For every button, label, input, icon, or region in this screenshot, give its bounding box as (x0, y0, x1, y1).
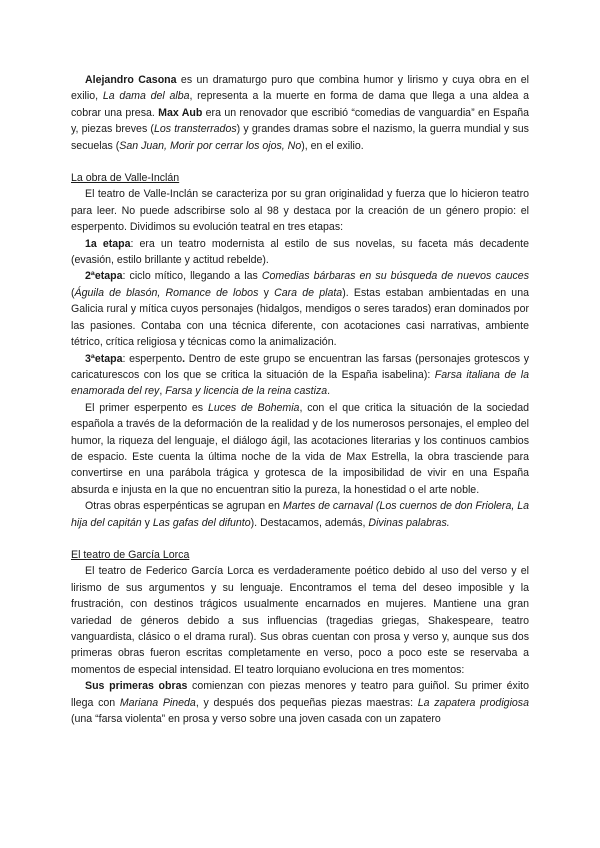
work-title: La zapatera prodigiosa (417, 696, 529, 709)
stage-label: 2ªetapa (85, 270, 123, 283)
document-page (71, 72, 529, 727)
section-heading-garcia-lorca: El teatro de García Lorca (71, 548, 190, 561)
work-title: Divinas palabras. (368, 516, 450, 529)
paragraph-etapa-2: 2ªetapa: ciclo mítico, llegando a las Comedias bárbaras en su búsqueda de nuevos cauces (Águila de blasón, Romance de lobos y Cara de plata). Estas estaban ambientadas en una Galicia rural y mítica cuyos personajes (hidalgos, mendigos o seres tarados) eran dominados por las pasiones. Contaba con una técnica diferente, con acotaciones casi narrativas, ambiente tétrico, crítica religiosa y técnicas como la animalización. (71, 270, 529, 349)
stage-label: 3ªetapa (85, 352, 123, 365)
work-title: Mariana Pineda (119, 696, 196, 709)
paragraph-casona-aub: Alejandro Casona es un dramaturgo puro que combina humor y lirismo y cuya obra en el exilio, La dama del alba, representa a la muerte en forma de dama que llega a una aldea a cobrar una presa. Max Aub era un renovador que escribió “comedias de vanguardia” en España y, piezas breves (Los transterrados) y grandes dramas sobre el nazismo, la guerra mundial y sus secuelas (San Juan, Morir por cerrar los ojos, No), en el exilio. (71, 74, 530, 152)
work-title: Luces de Bohemia (207, 401, 300, 414)
work-title: Águila de blasón, Romance de lobos (74, 286, 259, 299)
work-title: La dama del alba (102, 90, 190, 103)
author-name-aub: Max Aub (158, 106, 203, 119)
paragraph-valle-intro: El teatro de Valle-Inclán se caracteriza por su gran originalidad y fuerza que lo hicieron teatro para leer. No puede adscribirse solo al 98 y destaca por la creación de un género propio: el esperpento. Dividimos su evolución teatral en tres etapas: (71, 188, 529, 234)
work-title: Farsa y licencia de la reina castiza (165, 385, 328, 398)
work-title: Farsa italiana de la enamorada del rey (71, 368, 529, 398)
work-title: Martes de carnaval (Los cuernos de don Friolera, La hija del capitán (71, 500, 530, 529)
stage-label: Sus primeras obras (85, 680, 188, 693)
paragraph-etapa-3: 3ªetapa: esperpento. Dentro de este grupo se encuentran las farsas (personajes grotescos y caricaturescos con los que se critica la situación de la España isabelina): Farsa italiana de la enamorada del rey, Farsa y licencia de la reina castiza. (71, 352, 529, 398)
paragraph-lorca-intro: El teatro de Federico García Lorca es verdaderamente poético debido al uso del verso y el lirismo de sus argumentos y su lenguaje. Encontramos el tema del deseo imposible y la frustración, con destinos trágicos usualmente encarnados en mujeres. Mantiene una gran variedad de géneros debido a sus influencias (tragedias griegas, Shakespeare, teatro vanguardista, clásico o el drama rural). Sus obras cuentan con prosa y verso y, aunque sus dos primeras obras fueron escritas completamente en verso, poco a poco este se reservaba a momentos de especial intensidad. El teatro lorquiano evoluciona en tres momentos: (71, 565, 529, 676)
paragraph-luces-de-bohemia: El primer esperpento es Luces de Bohemia, con el que critica la situación de la sociedad española a través de la deformación de la realidad y de los numerosos personajes, el empleo del humor, la riqueza del lenguaje, el diálogo ágil, las acotaciones literarias y los continuos cambios de espacio. Este cuenta la última noche de la vida de Max Estrella, la obra trasciende para convertirse en una parábola trágica y grotesca de la imposibilidad de vivir en una España absurda e injusta en la que no encuentran sitio la pureza, la honestidad o el arte noble. (71, 401, 529, 496)
work-title: Comedias bárbaras en su búsqueda de nuevos cauces (261, 270, 529, 283)
paragraph-primeras-obras: Sus primeras obras comienzan con piezas menores y teatro para guiñol. Su primer éxito llega con Mariana Pineda, y después dos pequeñas piezas maestras: La zapatera prodigiosa (una “farsa violenta” en prosa y verso sobre una joven casada con un zapatero (71, 680, 530, 726)
paragraph-otras-obras: Otras obras esperpénticas se agrupan en Martes de carnaval (Los cuernos de don Friolera, La hija del capitán y Las gafas del difunto). Destacamos, además, Divinas palabras. (71, 500, 530, 529)
section-heading-valle-inclan: La obra de Valle-Inclán (71, 172, 180, 185)
work-title: Las gafas del difunto (152, 516, 251, 529)
work-title: San Juan, Morir por cerrar los ojos, No (119, 139, 302, 152)
work-title: Cara de plata (274, 286, 343, 299)
author-name-casona: Alejandro Casona (85, 74, 177, 86)
paragraph-etapa-1: 1a etapa: era un teatro modernista al estilo de sus novelas, su faceta más decadente (evasión, estilo brillante y actitud rebelde). (71, 237, 529, 267)
stage-label: 1a etapa (85, 237, 131, 250)
work-title: Los transterrados (153, 123, 237, 136)
